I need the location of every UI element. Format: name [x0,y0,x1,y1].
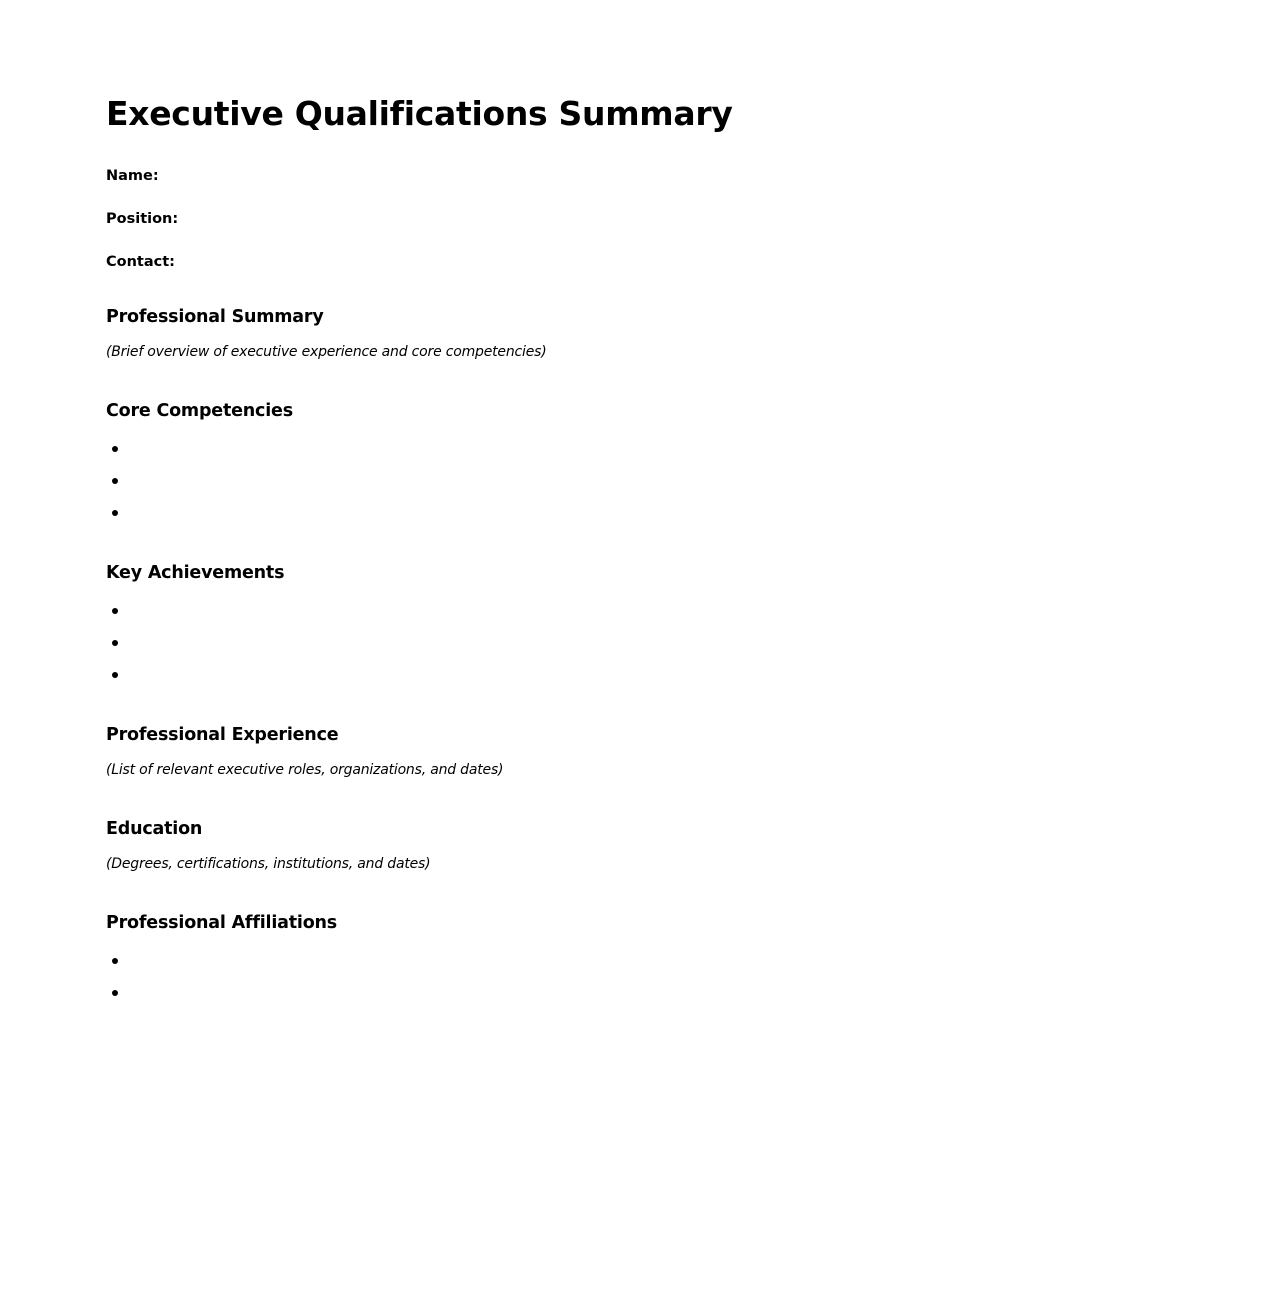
list-item-bullet [112,510,118,516]
name-field-label: Name: [106,168,159,184]
list-item-bullet [112,446,118,452]
list-item-bullet [112,608,118,614]
professional-experience-heading: Professional Experience [106,725,339,745]
education-heading: Education [106,819,203,839]
education-note: (Degrees, certifications, institutions, and dates) [106,856,431,872]
list-item-bullet [112,958,118,964]
professional-summary-heading: Professional Summary [106,307,324,327]
professional-experience-note: (List of relevant executive roles, organizations, and dates) [106,762,504,778]
core-competencies-heading: Core Competencies [106,401,293,421]
list-item-bullet [112,640,118,646]
professional-affiliations-heading: Professional Affiliations [106,913,338,933]
contact-field-label: Contact: [106,254,175,270]
document-title: Executive Qualifications Summary [106,94,733,133]
list-item-bullet [112,990,118,996]
position-field-label: Position: [106,211,179,227]
professional-summary-note: (Brief overview of executive experience and core competencies) [106,344,547,360]
list-item-bullet [112,672,118,678]
list-item-bullet [112,478,118,484]
key-achievements-heading: Key Achievements [106,563,285,583]
